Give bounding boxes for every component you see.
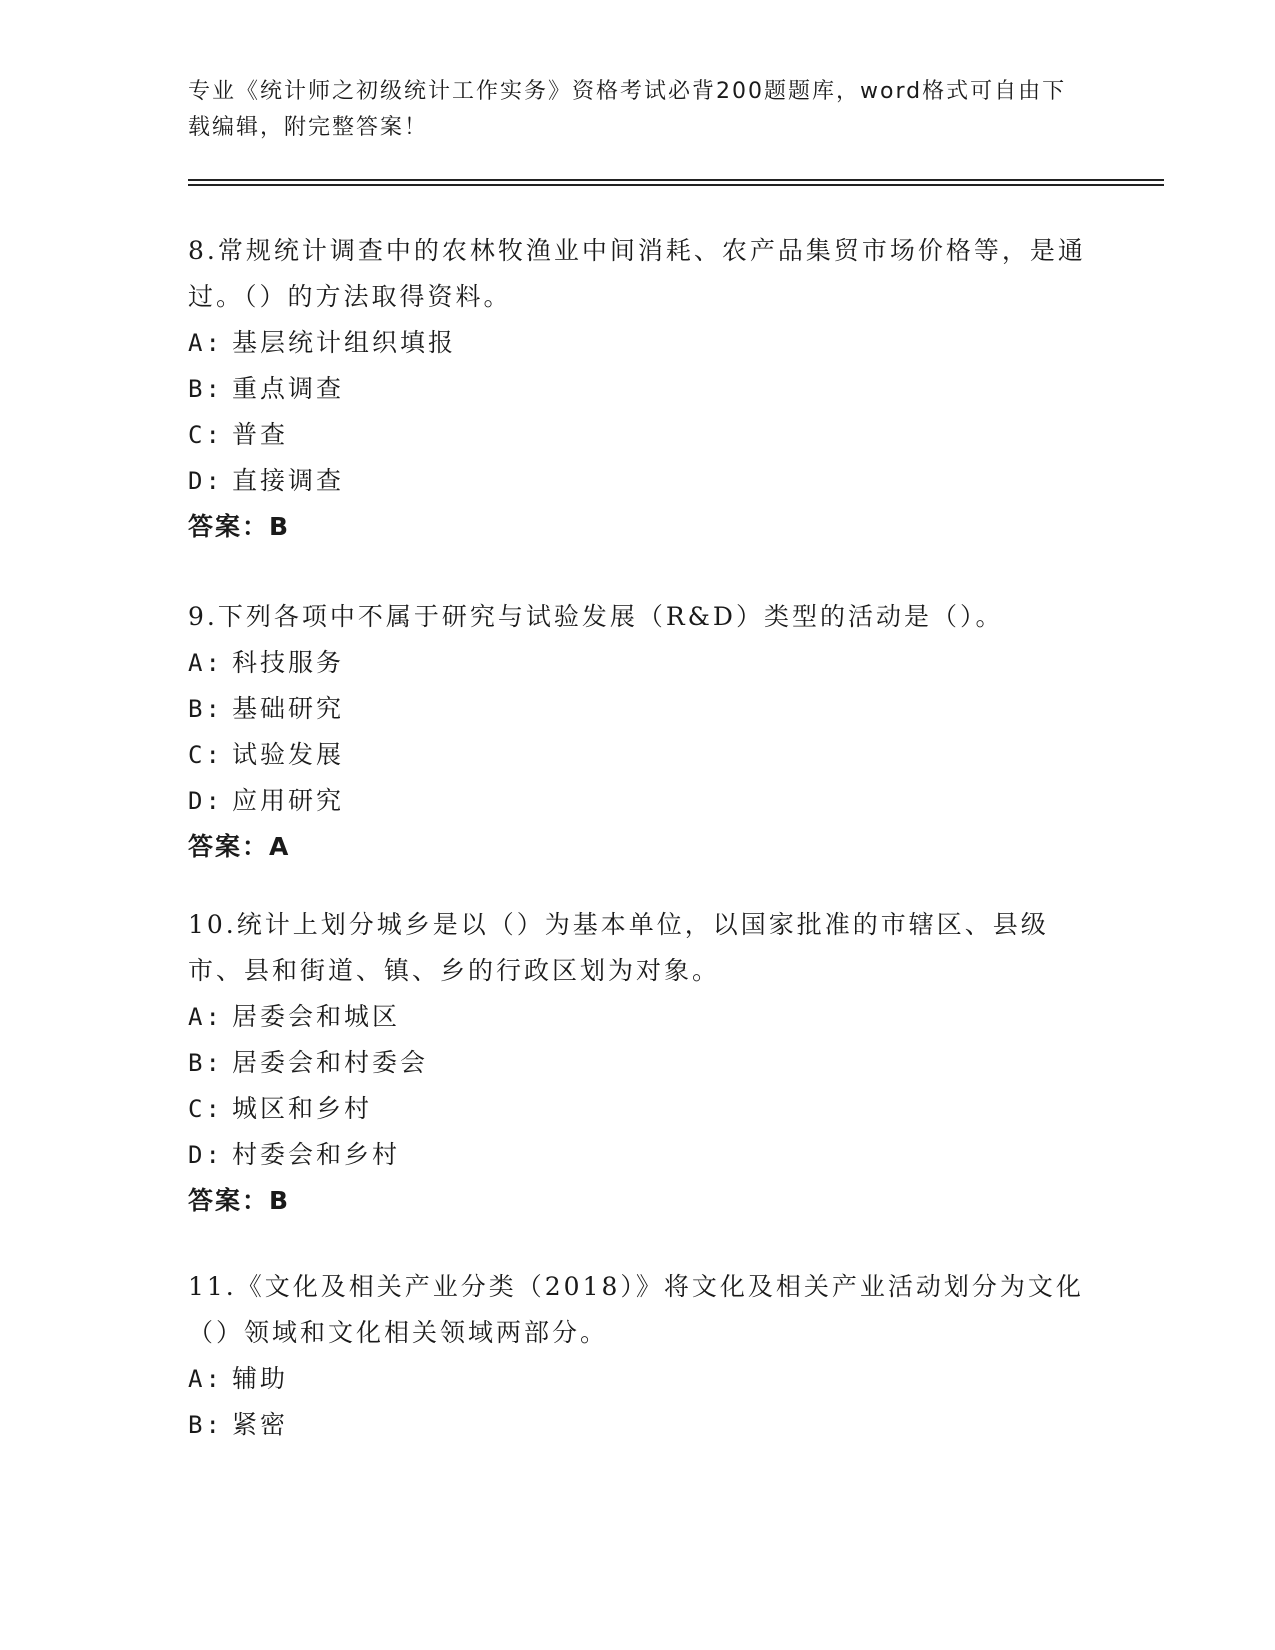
option-text: 城区和乡村 — [232, 1094, 373, 1123]
option-letter: C: — [188, 741, 223, 769]
option-letter: A: — [188, 1003, 223, 1031]
option-text: 居委会和村委会 — [232, 1048, 429, 1077]
option-letter: B: — [188, 695, 223, 723]
option-b — [188, 1402, 1088, 1448]
option-text: 普查 — [232, 420, 289, 449]
question-8 — [188, 228, 1088, 550]
option-text: 村委会和乡村 — [232, 1140, 401, 1169]
option-text: 直接调查 — [232, 466, 345, 495]
option-letter: A: — [188, 649, 223, 677]
option-text: 辅助 — [232, 1364, 289, 1393]
question-stem: 8.常规统计调查中的农林牧渔业中间消耗、农产品集贸市场价格等，是通过。（）的方法取得资料。 — [188, 236, 1086, 311]
answer-line: 答案：B — [188, 512, 291, 541]
question-11 — [188, 1264, 1088, 1448]
option-a — [188, 320, 1088, 366]
option-b — [188, 366, 1088, 412]
option-d — [188, 778, 1088, 824]
answer-line: 答案：B — [188, 1186, 291, 1215]
option-letter: D: — [188, 1141, 223, 1169]
option-letter: B: — [188, 1049, 223, 1077]
option-text: 基础研究 — [232, 694, 345, 723]
option-letter: A: — [188, 1365, 223, 1393]
option-d — [188, 458, 1088, 504]
option-text: 居委会和城区 — [232, 1002, 401, 1031]
option-text: 应用研究 — [232, 786, 345, 815]
option-letter: D: — [188, 467, 223, 495]
option-b — [188, 1040, 1088, 1086]
option-b — [188, 686, 1088, 732]
option-letter: C: — [188, 421, 223, 449]
option-letter: B: — [188, 1411, 223, 1439]
question-stem: 9.下列各项中不属于研究与试验发展（R&D）类型的活动是（）。 — [188, 602, 1004, 631]
option-a — [188, 640, 1088, 686]
header-divider-top — [188, 179, 1164, 181]
option-letter: C: — [188, 1095, 223, 1123]
option-d — [188, 1132, 1088, 1178]
option-text: 科技服务 — [232, 648, 345, 677]
question-9 — [188, 594, 1088, 870]
option-a — [188, 1356, 1088, 1402]
option-letter: D: — [188, 787, 223, 815]
question-stem: 11.《文化及相关产业分类（2018）》将文化及相关产业活动划分为文化（）领域和文化相关领域两部分。 — [188, 1272, 1084, 1347]
option-c — [188, 412, 1088, 458]
option-letter: B: — [188, 375, 223, 403]
question-10 — [188, 902, 1088, 1224]
option-letter: A: — [188, 329, 223, 357]
header-divider-bottom — [188, 184, 1164, 186]
question-stem: 10.统计上划分城乡是以（）为基本单位，以国家批准的市辖区、县级市、县和街道、镇、乡的行政区划为对象。 — [188, 910, 1049, 985]
option-c — [188, 732, 1088, 778]
document-header: 专业《统计师之初级统计工作实务》资格考试必背200题题库，word格式可自由下载编辑，附完整答案！ — [188, 79, 1067, 140]
option-text: 试验发展 — [232, 740, 345, 769]
answer-line: 答案：A — [188, 832, 291, 861]
option-c — [188, 1086, 1088, 1132]
option-a — [188, 994, 1088, 1040]
option-text: 基层统计组织填报 — [232, 328, 457, 357]
option-text: 重点调查 — [232, 374, 345, 403]
option-text: 紧密 — [232, 1410, 289, 1439]
